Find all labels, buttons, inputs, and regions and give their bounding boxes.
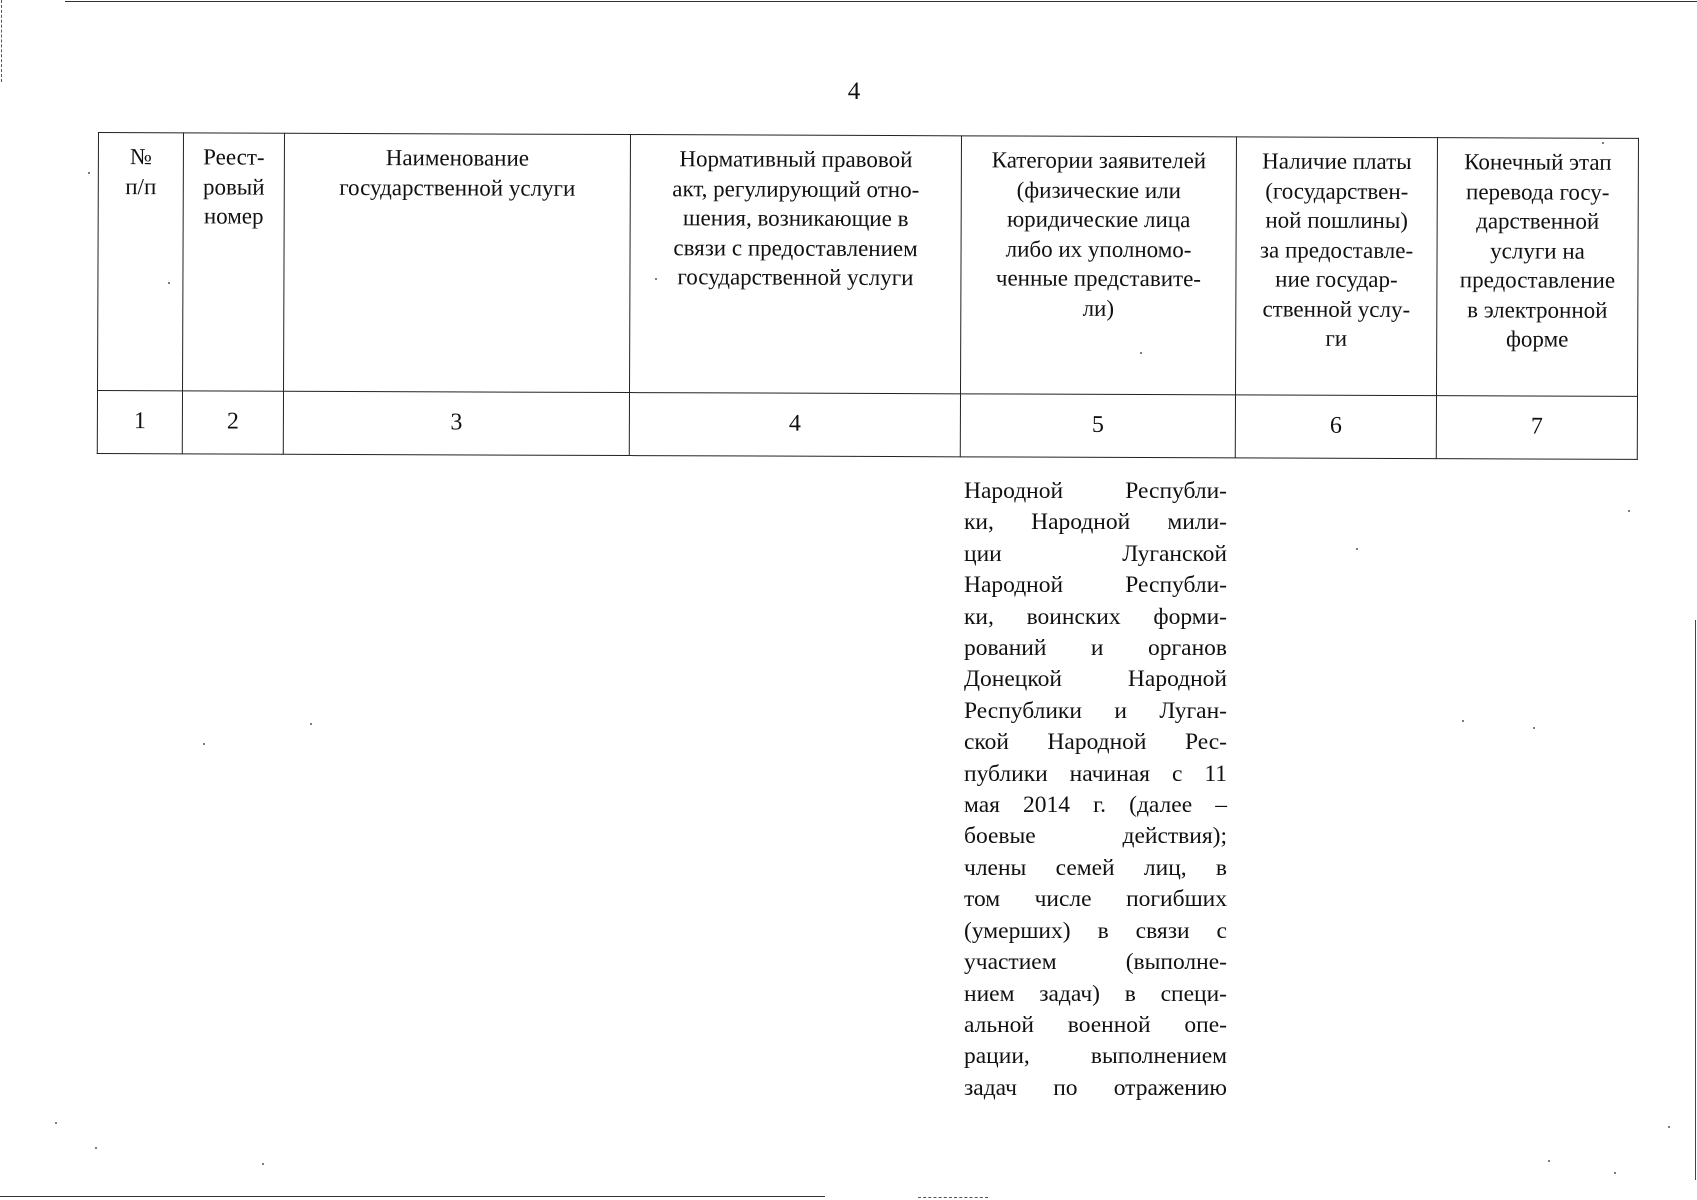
page-number: 4 <box>847 78 861 105</box>
scan-speck <box>1668 1126 1670 1128</box>
header-line: Наличие платы <box>1262 148 1412 175</box>
header-line: (физические или <box>1016 177 1182 203</box>
header-line: юридические лица <box>1006 206 1191 233</box>
column-number-cell: 3 <box>283 391 629 455</box>
column-number-row <box>97 391 1637 460</box>
header-line: шения, возникающие в <box>682 205 909 232</box>
header-line: либо их уполномо- <box>1005 235 1192 262</box>
column-number-cell: 2 <box>182 391 283 454</box>
header-line: предоставление <box>1459 267 1616 293</box>
continuation-line: публики начиная с 11 <box>964 760 1227 787</box>
scan-speck <box>1602 142 1604 144</box>
header-line: (государствен- <box>1265 177 1409 204</box>
header-line: п/п <box>125 173 157 199</box>
continuation-line: том числе погибших <box>964 886 1227 913</box>
header-cell-registry-number <box>183 133 285 391</box>
header-line: дарственной <box>1476 208 1600 234</box>
header-line: государственной услуги <box>677 264 914 291</box>
scan-edge-right <box>1695 620 1696 1180</box>
scan-speck <box>655 278 657 280</box>
header-line: перевода госу- <box>1466 178 1610 205</box>
header-line: Категории заявителей <box>991 147 1207 174</box>
scan-speck <box>203 743 205 745</box>
continuation-line: Народной Республи- <box>964 478 1227 504</box>
header-line: форме <box>1505 326 1569 352</box>
header-cell-electronic-stage <box>1436 138 1638 397</box>
scan-edge-top <box>65 1 1697 2</box>
column-number-cell: 5 <box>960 394 1235 458</box>
header-line: за предоставле- <box>1259 236 1414 263</box>
scan-speck <box>1356 548 1358 550</box>
continuation-line: ки, Народной мили- <box>964 509 1227 536</box>
scan-speck <box>1548 1160 1550 1162</box>
continuation-line: мая 2014 г. (далее – <box>964 792 1227 819</box>
header-line: Нормативный правовой <box>679 146 913 173</box>
scan-edge-bottom <box>0 1196 825 1197</box>
scan-speck <box>1614 1172 1616 1174</box>
header-cell-service-name <box>284 133 631 392</box>
continuation-line: члены семей лиц, в <box>964 854 1227 881</box>
header-line: связи с предоставлением <box>673 234 918 261</box>
header-cell-fee <box>1235 137 1437 396</box>
continuation-line: участием (выполне- <box>964 949 1227 976</box>
header-line: ченные представите- <box>995 265 1202 292</box>
column-number-cell: 4 <box>629 393 960 457</box>
header-line: услуги на <box>1490 237 1585 264</box>
header-line: номер <box>203 203 264 229</box>
continuation-line: рований и органов <box>964 635 1227 662</box>
continuation-line: рации, выполнением <box>964 1043 1227 1070</box>
scan-speck <box>55 1122 57 1124</box>
scan-edge-bottom-fragment <box>918 1197 988 1198</box>
continuation-line: Народной Республи- <box>964 572 1227 599</box>
continuation-line: задач по отражению <box>964 1074 1227 1101</box>
scan-speck <box>262 1163 264 1165</box>
header-line: № <box>129 144 152 170</box>
continuation-line: ции Луганской <box>964 540 1227 567</box>
header-line: ние государ- <box>1275 266 1398 292</box>
continuation-line: Донецкой Народной <box>964 666 1227 693</box>
header-cell-applicant-categories <box>961 136 1237 395</box>
continuation-line: (умерших) в связи с <box>964 917 1227 944</box>
continuation-line: ки, воинских форми- <box>964 603 1227 630</box>
scan-speck <box>1533 727 1535 729</box>
header-line: ровый <box>202 173 265 200</box>
continuation-line: альной военной опе- <box>964 1011 1227 1038</box>
header-line: ли) <box>1082 295 1115 321</box>
header-cell-number <box>98 133 184 391</box>
column-number-cell: 6 <box>1235 395 1436 459</box>
continuation-line: ской Народной Рес- <box>964 729 1227 756</box>
header-line: Наименование <box>385 145 530 171</box>
services-table <box>97 132 1639 460</box>
header-line: ги <box>1325 325 1348 351</box>
applicant-categories-continuation <box>964 476 1227 1104</box>
scan-speck <box>1462 720 1464 722</box>
scan-speck <box>168 282 170 284</box>
continuation-line: нием задач) в специ- <box>964 980 1227 1007</box>
header-row <box>98 133 1639 397</box>
column-number-cell: 1 <box>97 391 182 454</box>
scan-speck <box>88 172 90 174</box>
scan-edge-left <box>1 0 2 82</box>
header-cell-legal-act <box>630 135 962 394</box>
header-line: ной пошлины) <box>1265 207 1409 234</box>
scan-speck <box>95 1147 97 1149</box>
header-line: ственной услу- <box>1262 295 1411 322</box>
scan-speck <box>1628 510 1630 512</box>
header-line: в электронной <box>1467 296 1608 323</box>
header-line: государственной услуги <box>339 174 576 201</box>
scan-speck <box>1140 352 1142 354</box>
header-line: Реест- <box>203 144 265 170</box>
continuation-line: боевые действия); <box>964 823 1227 850</box>
scan-speck <box>310 723 312 725</box>
header-line: акт, регулирующий отно- <box>672 175 920 202</box>
header-line: Конечный этап <box>1464 149 1612 175</box>
column-number-cell: 7 <box>1436 396 1637 460</box>
continuation-line: Республики и Луган- <box>964 697 1227 724</box>
